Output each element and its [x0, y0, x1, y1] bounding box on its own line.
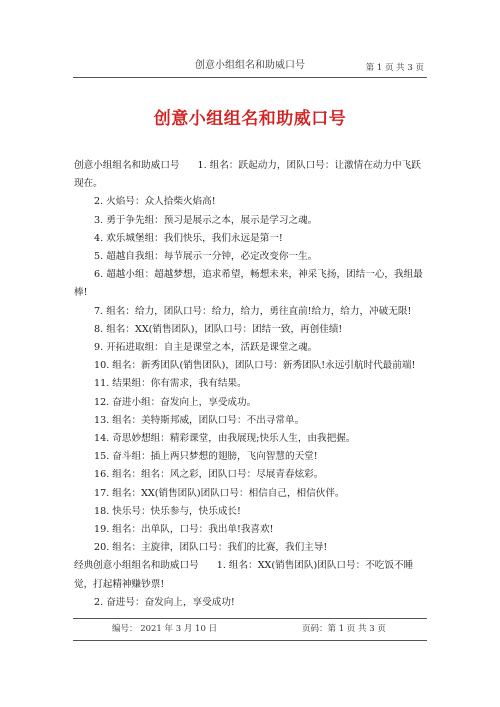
header-rule [73, 77, 427, 78]
list-item: 4. 欢乐城堡组：我们快乐，我们永远是第一! [94, 232, 283, 244]
list-item: 14. 奇思妙想组：精彩课堂，由我展现;快乐人生，由我把握。 [94, 433, 356, 445]
list-item: 9. 开拓进取组：自主是课堂之本，活跃是课堂之魂。 [94, 342, 318, 354]
footer-top-rule [73, 618, 427, 619]
footer-page-number: 页码：第 1 页 共 3 页 [302, 624, 386, 634]
list-item: 6. 超越小组：超越梦想，追求希望，畅想未来，神采飞扬，团结一心，我组最棒! [74, 269, 423, 299]
section1-paragraph [74, 157, 430, 193]
list-item: 3. 勇于争先组：预习是展示之本，展示是学习之魂。 [94, 214, 318, 226]
document-title: 创意小组组名和助威口号 [153, 109, 347, 129]
list-item: 15. 奋斗组：插上两只梦想的翅膀，飞向智慧的天堂! [94, 451, 318, 463]
list-item: 16. 组名：组名：风之彩，团队口号：尽展青春炫彩。 [94, 469, 324, 481]
list-item: 20. 组名：主旋律，团队口号：我们的比赛，我们主导! [94, 542, 328, 554]
list-item: 7. 组名：给力，团队口号：给力，给力，勇往直前!给力，给力，冲破无限! [94, 305, 412, 317]
list-item: 5. 超越自我组：每节展示一分钟，必定改变你一生。 [94, 251, 318, 263]
list-item: 18. 快乐号：快乐参与，快乐成长! [94, 505, 241, 517]
footer-bottom-rule [73, 640, 427, 641]
section1-heading: 创意小组组名和助威口号 [74, 160, 180, 171]
list-item: 2. 火焰号：众人拾柴火焰高! [94, 196, 216, 208]
section2-heading: 经典创意小组组名和助威口号 [74, 560, 199, 572]
footer-date: 编号： 2021 年 3 月 10 日 [112, 624, 218, 634]
list-item: 10. 组名：新秀团队(销售团队)，团队口号：新秀团队!永远引航时代最前端! [94, 360, 416, 372]
list-item: 13. 组名：美特斯邦威，团队口号：不出寻常单。 [94, 414, 305, 426]
list-item: 19. 组名：出单队，口号：我出单!我喜欢! [94, 524, 274, 536]
list-item: 11. 结果组：你有需求，我有结果。 [94, 378, 247, 390]
section2-paragraph [74, 557, 430, 593]
list-item: 17. 组名：XX(销售团队)团队口号：相信自己，相信伙伴。 [94, 487, 345, 499]
list-item: 8. 组名：XX(销售团队)，团队口号：团结一致，再创佳绩! [94, 323, 343, 335]
header-title: 创意小组组名和助威口号 [195, 60, 305, 71]
section1-first-item: 1. 组名：跃起动力，团队口号：让激情在动力中飞跃现在。 [74, 160, 421, 190]
list-item: 2. 奋进号：奋发向上，享受成功! [94, 596, 235, 608]
section2-first-item: 1. 组名：XX(销售团队)团队口号：不吃饭不睡觉，打起精神赚钞票! [74, 560, 414, 590]
list-item: 12. 奋进小组：奋发向上，享受成功。 [94, 396, 257, 408]
document-body [74, 157, 430, 612]
header-page-info: 第 1 页 共 3 页 [365, 63, 424, 73]
